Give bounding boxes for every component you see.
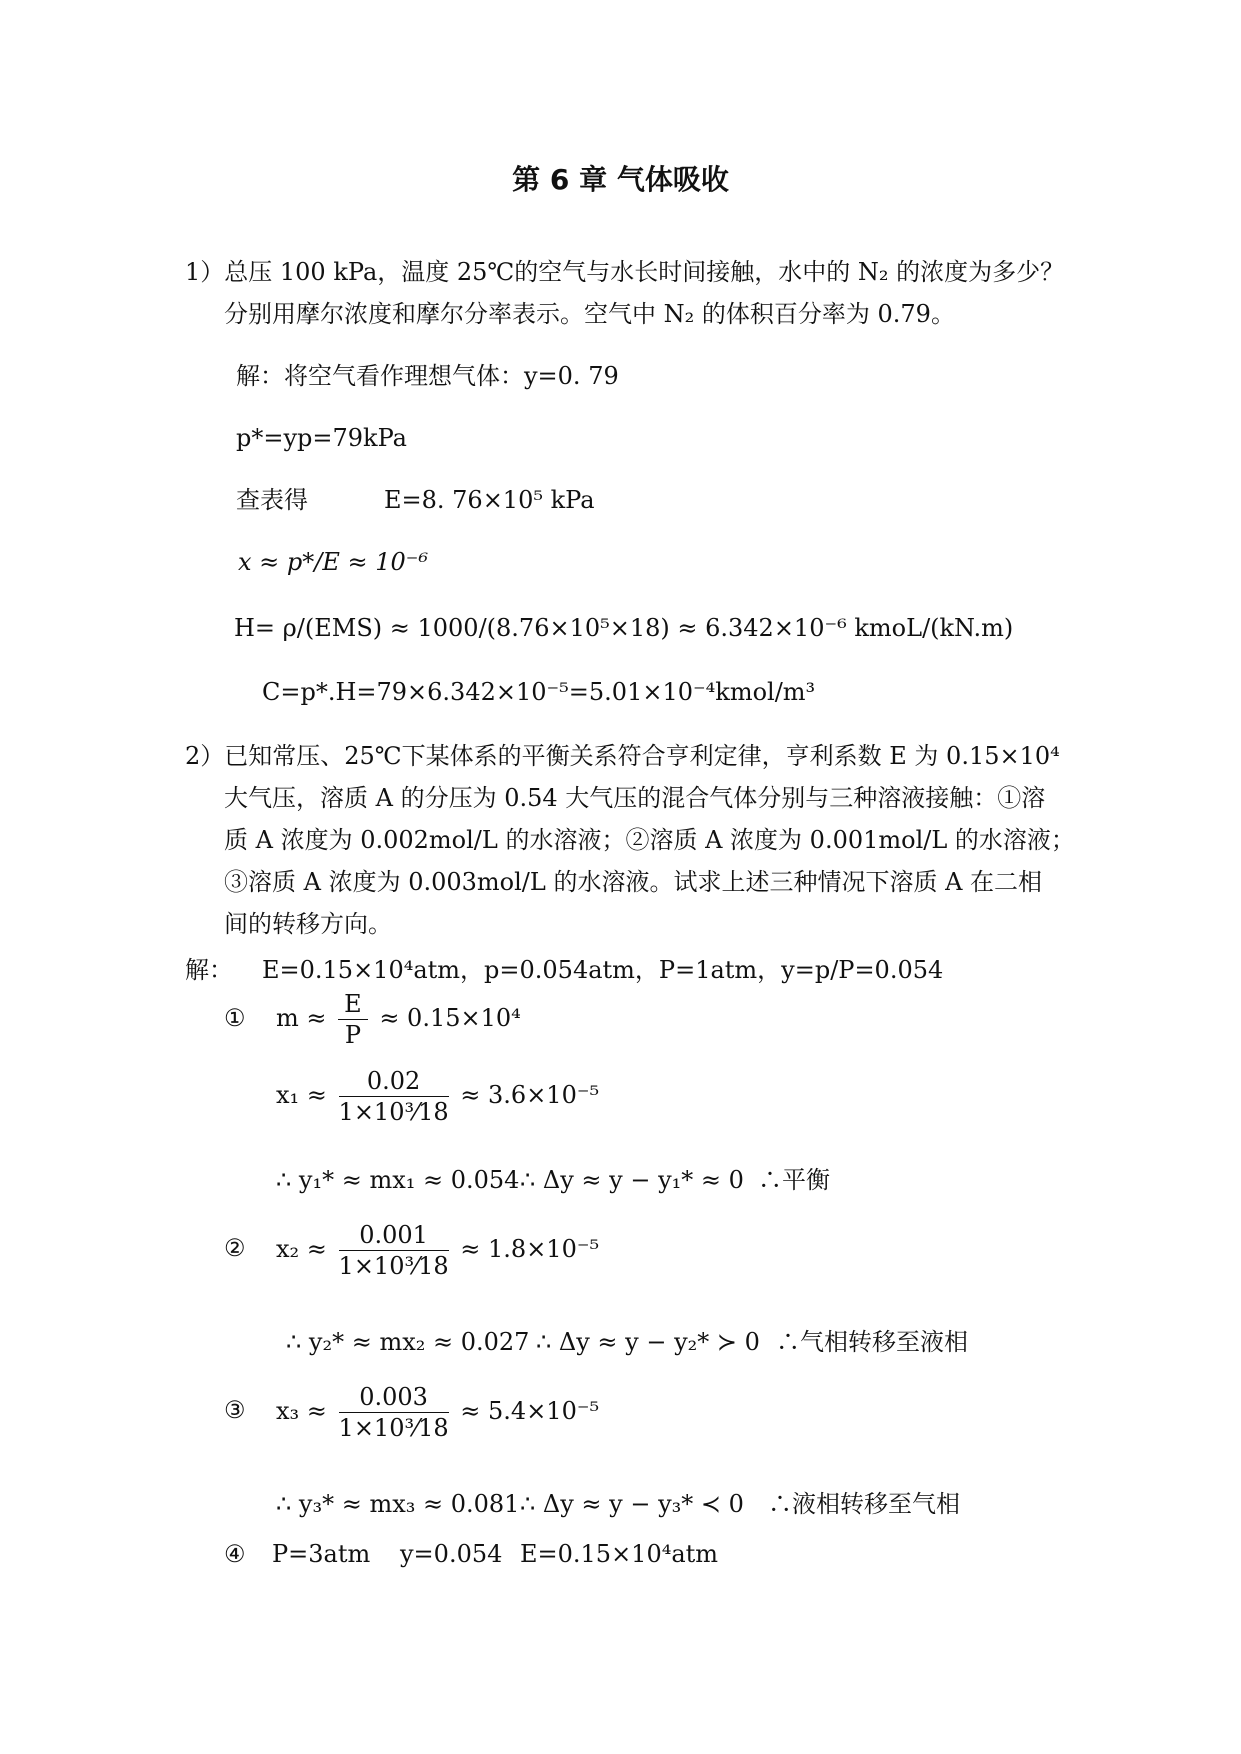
x2-numerator: 0.001	[339, 1220, 449, 1251]
case4-pressure: P=3atm	[272, 1540, 371, 1568]
problem1-solution-3-label: 查表得	[236, 486, 308, 514]
x1-fraction	[339, 1066, 449, 1127]
problem1-solution-4: x ≈ p*/E ≈ 10⁻⁶	[238, 548, 429, 576]
problem2-line4: ③溶质 A 浓度为 0.003mol/L 的水溶液。试求上述三种情况下溶质 A 在二相	[224, 868, 1043, 896]
x2-prefix: x₂ ≈	[276, 1235, 327, 1263]
case2-marker: ②	[224, 1234, 246, 1262]
problem1-solution-1: 解：将空气看作理想气体：y=0. 79	[236, 362, 619, 390]
x3-prefix: x₃ ≈	[276, 1397, 327, 1425]
case3-result-b: ∴ Δy ≈ y − y₃* ≺ 0	[520, 1490, 744, 1518]
case1-result-b: ∴ Δy ≈ y − y₁* ≈ 0	[520, 1166, 744, 1194]
problem2-line5: 间的转移方向。	[224, 910, 392, 938]
case3-result-a: ∴ y₃* ≈ mx₃ ≈ 0.081	[276, 1490, 520, 1518]
problem1-solution-5: H= ρ/(EMS) ≈ 1000/(8.76×10⁵×18) ≈ 6.342×10⁻⁶ kmoL/(kN.m)	[234, 614, 1014, 642]
problem2-line3: 质 A 浓度为 0.002mol/L 的水溶液；②溶质 A 浓度为 0.001mol/L 的水溶液；	[224, 826, 1075, 854]
m-fraction	[338, 989, 368, 1050]
case3-marker: ③	[224, 1396, 246, 1424]
x3-equation	[276, 1376, 599, 1446]
m-numerator: E	[338, 989, 368, 1020]
x3-suffix: ≈ 5.4×10⁻⁵	[460, 1397, 600, 1425]
case1-marker: ①	[224, 1004, 246, 1032]
problem2-solution-line: E=0.15×10⁴atm，p=0.054atm，P=1atm，y=p/P=0.054	[262, 956, 944, 984]
case4-y: y=0.054	[400, 1540, 503, 1568]
x2-suffix: ≈ 1.8×10⁻⁵	[460, 1235, 600, 1263]
m-equation	[276, 986, 521, 1050]
case3-result-c: ∴液相转移至气相	[768, 1490, 960, 1518]
problem1-line1: 1）总压 100 kPa，温度 25℃的空气与水长时间接触，水中的 N₂ 的浓度为多少？	[185, 258, 1065, 286]
case2-result-c: ∴气相转移至液相	[776, 1328, 968, 1356]
problem2-line1: 2）已知常压、25℃下某体系的平衡关系符合亨利定律，亨利系数 E 为 0.15×10⁴	[185, 742, 1060, 770]
x1-denominator: 1×10³⁄18	[338, 1098, 449, 1126]
x1-equation	[276, 1060, 599, 1130]
x2-fraction	[339, 1220, 449, 1281]
x1-suffix: ≈ 3.6×10⁻⁵	[460, 1081, 600, 1109]
problem1-solution-3-value: E=8. 76×10⁵ kPa	[384, 486, 595, 514]
x3-fraction	[339, 1382, 449, 1443]
x3-denominator: 1×10³⁄18	[338, 1414, 449, 1442]
case2-result-a: ∴ y₂* ≈ mx₂ ≈ 0.027	[286, 1328, 530, 1356]
m-prefix: m ≈	[276, 1004, 327, 1032]
x2-equation	[276, 1214, 599, 1284]
x3-numerator: 0.003	[339, 1382, 449, 1413]
problem2-solution-label: 解：	[185, 956, 233, 984]
problem1-solution-2: p*=yp=79kPa	[236, 424, 407, 452]
case1-result-a: ∴ y₁* ≈ mx₁ ≈ 0.054	[276, 1166, 520, 1194]
case1-result-c: ∴平衡	[758, 1166, 830, 1194]
m-denominator: P	[344, 1021, 361, 1049]
x1-prefix: x₁ ≈	[276, 1081, 327, 1109]
x2-denominator: 1×10³⁄18	[338, 1252, 449, 1280]
problem2-line2: 大气压，溶质 A 的分压为 0.54 大气压的混合气体分别与三种溶液接触：①溶	[224, 784, 1046, 812]
case4-marker: ④	[224, 1540, 246, 1568]
x1-numerator: 0.02	[339, 1066, 449, 1097]
problem1-solution-6: C=p*.H=79×6.342×10⁻⁵=5.01×10⁻⁴kmol/m³	[262, 678, 816, 706]
case2-result-b: ∴ Δy ≈ y − y₂* ≻ 0	[536, 1328, 760, 1356]
page-title: 第 6 章 气体吸收	[512, 163, 729, 196]
m-suffix: ≈ 0.15×10⁴	[379, 1004, 521, 1032]
problem1-line2: 分别用摩尔浓度和摩尔分率表示。空气中 N₂ 的体积百分率为 0.79。	[224, 300, 955, 328]
case4-E: E=0.15×10⁴atm	[520, 1540, 719, 1568]
